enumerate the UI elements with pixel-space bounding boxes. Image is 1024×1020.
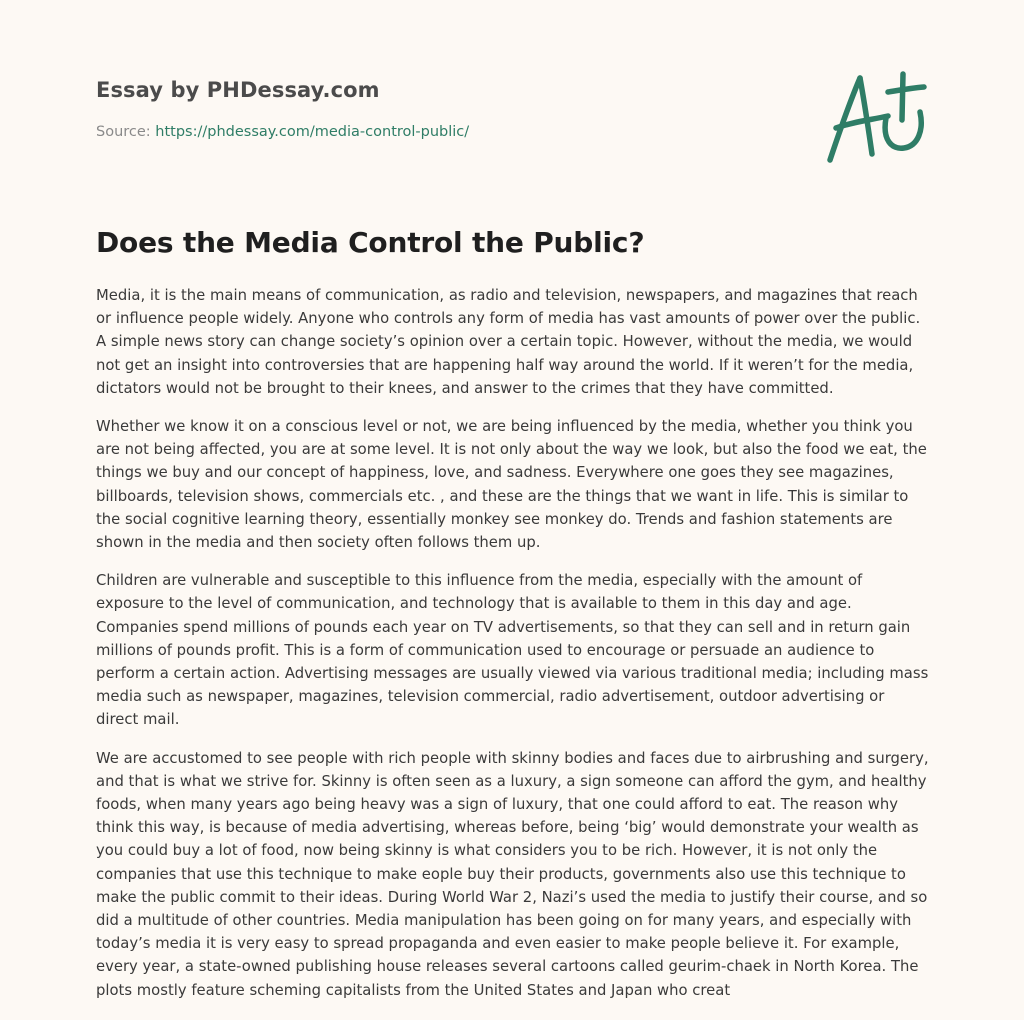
essay-paragraph: We are accustomed to see people with rich people with skinny bodies and faces due to airbrushing and surgery, and that is what we strive for. Skinny is often seen as a luxury, a sign someone can afford the gym, and healthy foods, when many years ago being heavy was a sign of luxury, that one could afford to eat. The reason why think this way, is because of media advertising, whereas before, being ‘big’ would demonstrate your wealth as you could buy a lot of food, now being skinny is what considers you to be rich. However, it is not only the companies that use this technique to make eople buy their products, governments also use this technique to make the public commit to their ideas. During World War 2, Nazi’s used the media to justify their course, and so did a multitude of other countries. Media manipulation has been going on for many years, and especially with today’s media it is very easy to spread propaganda and even easier to make people believe it. For example, every year, a state-owned publishing house releases several cartoons called geurim-chaek in North Korea. The plots mostly feature scheming capitalists from the United States and Japan who creat (96, 749, 929, 999)
source-line (96, 124, 469, 140)
essay-paragraph: Whether we know it on a conscious level or not, we are being influenced by the media, whether you think you are not being affected, you are at some level. It is not only about the way we look, but also the food we eat, the things we buy and our concept of happiness, love, and sadness. Everywhere one goes they see magazines, billboards, television shows, commercials etc. , and these are the things that we want in life. This is similar to the social cognitive learning theory, essentially monkey see monkey do. Trends and fashion statements are shown in the media and then society often follows them up. (96, 418, 927, 552)
source-link[interactable]: https://phdessay.com/media-control-public/ (155, 124, 470, 140)
essay-paragraph: Media, it is the main means of communication, as radio and television, newspapers, and magazines that reach or influence people widely. Anyone who controls any form of media has vast amounts of power over the public. A simple news story can change society’s opinion over a certain topic. However, without the media, we would not get an insight into controversies that are happening half way around the world. If it weren’t for the media, dictators would not be brought to their knees, and answer to the crimes that they have committed. (96, 287, 921, 397)
brand-name: Essay by PHDessay.com (96, 78, 380, 102)
essay-body (96, 284, 930, 1017)
a-plus-grade-icon (822, 66, 932, 166)
source-label: Source: (96, 124, 156, 140)
essay-paragraph: Children are vulnerable and susceptible to this influence from the media, especially with the amount of exposure to the level of communication, and technology that is available to them in this day and age. Companies spend millions of pounds each year on TV advertisements, so that they can sell and in return gain millions of pounds profit. This is a form of communication used to encourage or persuade an audience to perform a certain action. Advertising messages are usually viewed via various traditional media; including mass media such as newspaper, magazines, television commercial, radio advertisement, outdoor advertising or direct mail. (96, 572, 929, 729)
essay-title: Does the Media Control the Public? (96, 226, 645, 259)
